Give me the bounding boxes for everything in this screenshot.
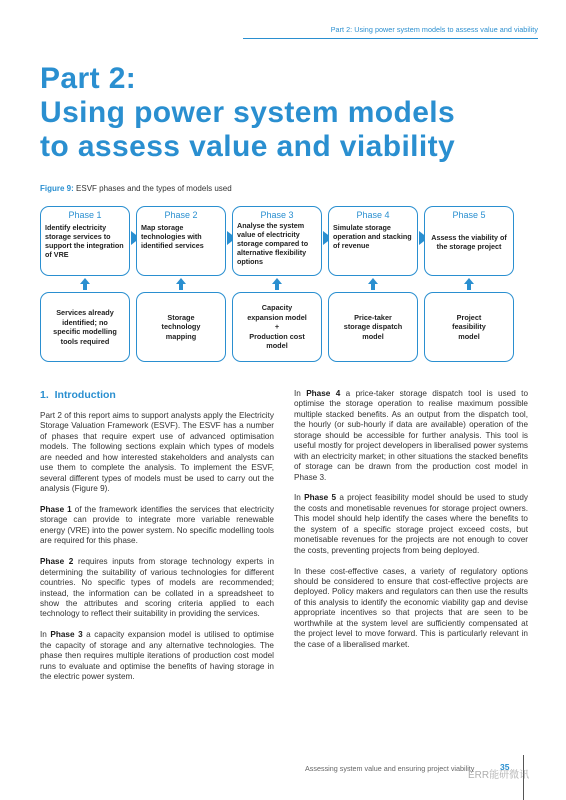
running-header: Part 2: Using power system models to assess value and viability	[330, 25, 538, 34]
paragraph: Phase 1 of the framework identifies the services that electricity storage can provide to integrate more variable renewable energy (VRE) into the power system. No specific modelling tools are required for this phase.	[40, 505, 275, 546]
phase-lead: Phase 2	[40, 557, 74, 567]
phase-lead: Phase 5	[304, 493, 337, 503]
footer-text: Assessing system value and ensuring project viability	[305, 764, 475, 773]
right-column	[294, 389, 528, 661]
model-card-4: Price-taker storage dispatch model	[328, 292, 418, 362]
paragraph: In these cost-effective cases, a variety of regulatory options should be considered to ensure that cost-effective projects are deployed. Policy makers and regulators can then use the results of this analysis to identify the economic viability gap and devise appropriate incentives so that projects that are seen to be worthwhile at the system level are sufficiently compensated at the project level to move forward. This is particularly relevant in the case of a liberalised market.	[294, 566, 528, 649]
page-title	[40, 62, 540, 164]
phase-card-2	[136, 206, 226, 276]
section-heading	[40, 389, 116, 401]
title-text: Part 2: Using power system models to assess value and viability	[40, 62, 456, 163]
phase-lead: Phase 1	[40, 505, 72, 515]
phase-name: Phase 3	[260, 210, 294, 220]
model-card-2: Storage technology mapping	[136, 292, 226, 362]
phase-card-5	[424, 206, 514, 276]
paragraph: Part 2 of this report aims to support analysts apply the Electricity Storage Valuation Framework (ESVF). The ESVF has a number of phases that require expert use of advanced optimisation models. The following sections explain which types of models are needed and how interested stakeholders and analysts can use them to complete the analysis. To implement the ESVF, several different types of models must be used to carry out the analysis (Figure 9).	[40, 411, 274, 494]
phase-description: Analyse the system value of electricity storage compared to alternative flexibility options	[237, 221, 309, 266]
section-title: Introduction	[54, 389, 116, 401]
phase-lead: Phase 4	[306, 389, 341, 398]
figure-caption-text: ESVF phases and the types of models used	[76, 184, 232, 193]
phase-name: Phase 4	[356, 210, 390, 220]
paragraph: In Phase 5 a project feasibility model should be used to study the costs and monetisable revenues for storage project owners. This model should help identify the cases where the benefits to the system of a specific storage project exceed costs, but monetisable revenues for the projects are not enough to cover the costs, preventing projects from being deployed.	[294, 493, 528, 555]
arrow-up-icon	[176, 278, 186, 290]
phase-name: Phase 1	[68, 210, 102, 220]
paragraph: In Phase 3 a capacity expansion model is utilised to optimise the capacity of storage and any alternative technologies. The phase then requires multiple iterations of production cost model runs to evaluate and optimise the benefits of having storage in the electric power system.	[40, 630, 274, 682]
figure-label: Figure 9:	[40, 184, 74, 193]
section-number: 1.	[40, 389, 49, 401]
phase-description: Identify electricity storage services to support the integration of VRE	[45, 223, 124, 259]
header-rule	[243, 38, 538, 39]
phase-card-3	[232, 206, 322, 276]
left-column	[40, 411, 274, 693]
phase-description: Map storage technologies with identified services	[141, 223, 204, 250]
paragraph: Phase 2 requires inputs from storage technology experts in determining the suitability of various technologies for different countries. No specific types of models are recommended; instead, the information can be collated in a spreadsheet to show the attributes and scoring criteria applied to each technology to reflect their suitability in providing the services.	[40, 557, 275, 619]
phase-description: Simulate storage operation and stacking of revenue	[333, 223, 412, 250]
model-card-1: Services already identified; no specific modelling tools required	[40, 292, 130, 362]
phase-card-1	[40, 206, 130, 276]
arrow-up-icon	[272, 278, 282, 290]
phase-lead: Phase 3	[50, 630, 83, 640]
page-number: 35	[500, 762, 510, 772]
paragraph: In Phase 4 a price-taker storage dispatch tool is used to optimise the storage operation to realise maximum possible multiple stacked benefits. As an output from the dispatch tool, the hourly (or sub-hourly if data are available) operation of the storage should be accessible for further analysis. This tool is useful mostly for project developers in liberalised power systems with an electricity market; in other situations the stacked benefits of storage can be drawn from the production cost model in Phase 3.	[294, 389, 528, 482]
figure-caption	[40, 184, 232, 193]
arrow-up-icon	[80, 278, 90, 290]
watermark-text: ERR能研微讯	[468, 770, 530, 781]
phase-name: Phase 2	[164, 210, 198, 220]
arrow-up-icon	[464, 278, 474, 290]
phase-description: Assess the viability of the storage project	[431, 233, 507, 251]
phase-card-4	[328, 206, 418, 276]
model-card-3: Capacity expansion model + Production cost model	[232, 292, 322, 362]
arrow-up-icon	[368, 278, 378, 290]
model-card-5: Project feasibility model	[424, 292, 514, 362]
phase-name: Phase 5	[452, 210, 486, 220]
